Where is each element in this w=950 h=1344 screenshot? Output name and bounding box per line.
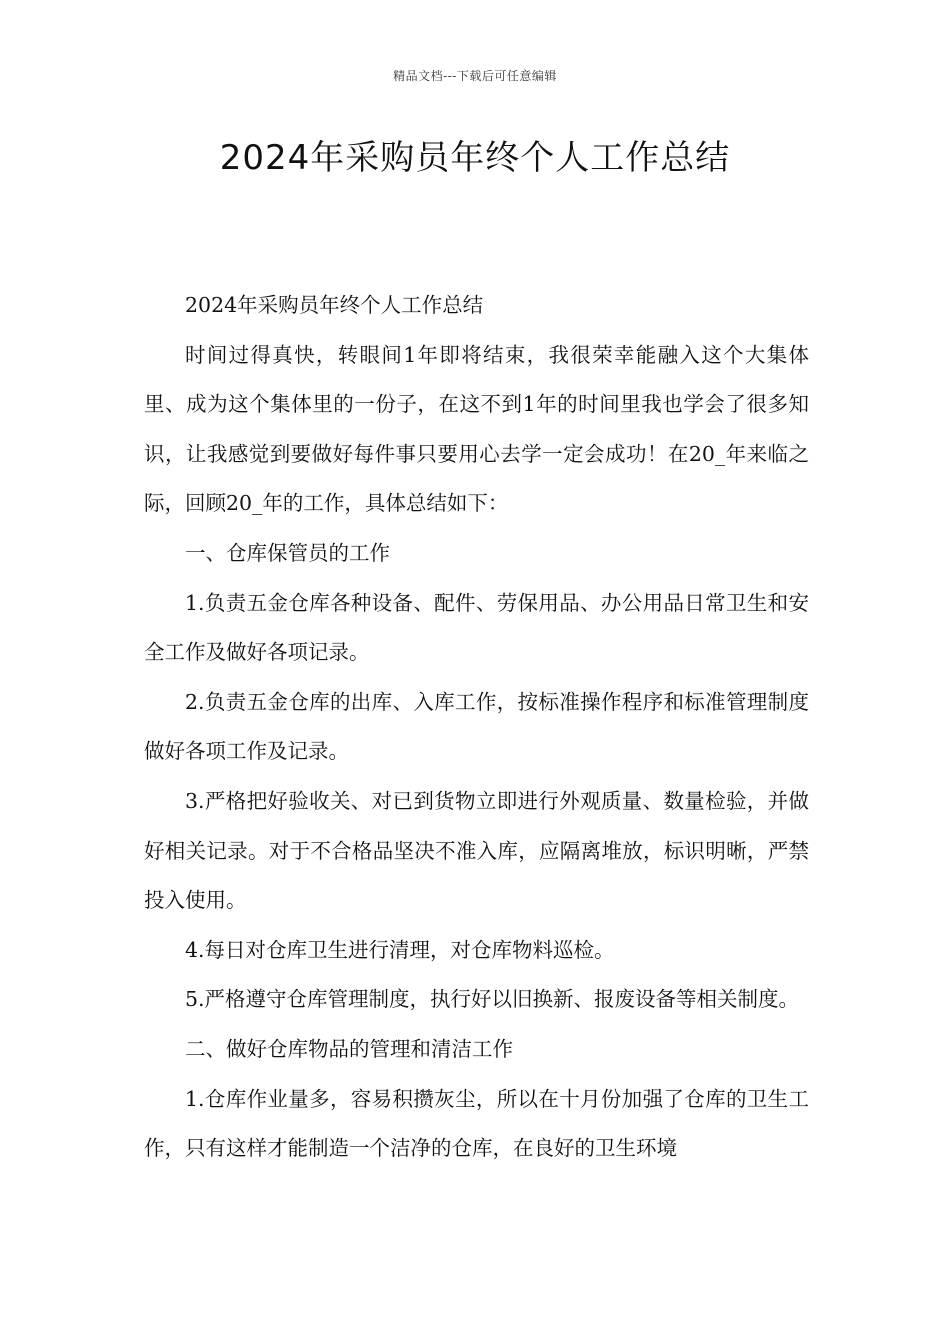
section-heading-2: 二、做好仓库物品的管理和清洁工作 (185, 1036, 513, 1061)
list-item: 4.每日对仓库卫生进行清理，对仓库物料巡检。 (185, 937, 615, 962)
list-item: 1.负责五金仓库各种设备、配件、劳保用品、办公用品日常卫生和安全工作及做好各项记录。 (144, 590, 809, 665)
document-body (144, 281, 809, 1174)
section-heading-1: 一、仓库保管员的工作 (185, 540, 390, 565)
header-note: 精品文档---下载后可任意编辑 (393, 69, 557, 83)
list-item: 5.严格遵守仓库管理制度，执行好以旧换新、报废设备等相关制度。 (185, 987, 800, 1012)
list-item: 2.负责五金仓库的出库、入库工作，按标准操作程序和标准管理制度做好各项工作及记录。 (144, 689, 809, 764)
paragraph-intro: 时间过得真快，转眼间1年即将结束，我很荣幸能融入这个大集体里、成为这个集体里的一份子，在这不到1年的时间里我也学会了很多知识，让我感觉到要做好每件事只要用心去学一定会成功！在20_年来临之际，回顾20_年的工作，具体总结如下： (144, 342, 809, 516)
paragraph-subtitle: 2024年采购员年终个人工作总结 (185, 293, 484, 317)
list-item: 3.严格把好验收关、对已到货物立即进行外观质量、数量检验，并做好相关记录。对于不合格品坚决不准入库，应隔离堆放，标识明晰，严禁投入使用。 (144, 788, 809, 913)
document-title: 2024年采购员年终个人工作总结 (219, 138, 731, 178)
list-item: 1.仓库作业量多，容易积攒灰尘，所以在十月份加强了仓库的卫生工作，只有这样才能制造一个洁净的仓库，在良好的卫生环境 (144, 1086, 809, 1161)
